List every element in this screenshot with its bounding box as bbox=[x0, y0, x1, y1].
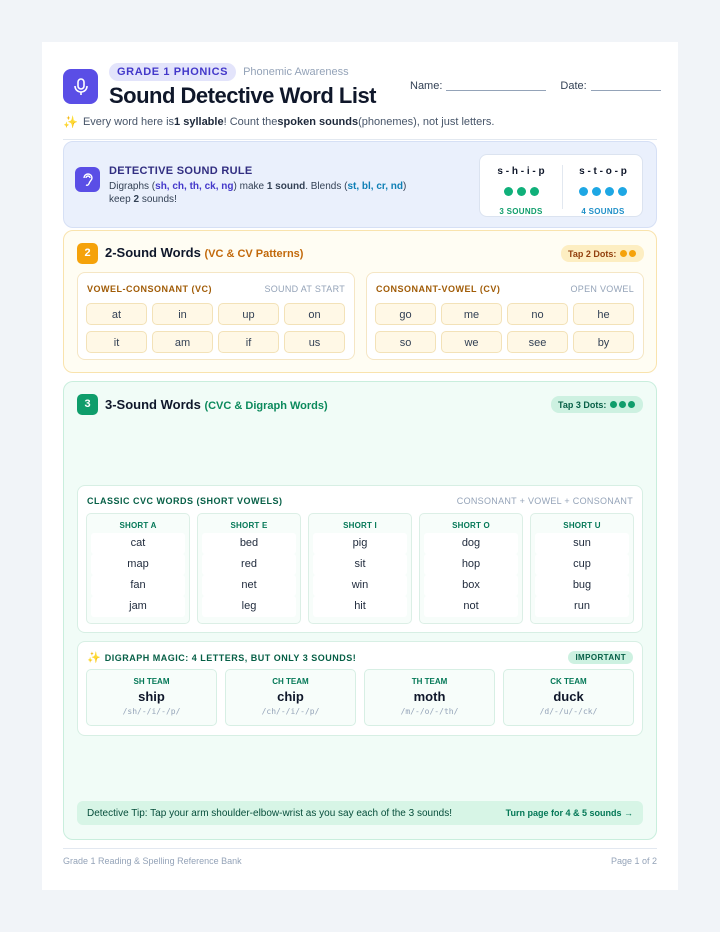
footer-page-number: Page 1 of 2 bbox=[610, 856, 657, 866]
example-dots-2 bbox=[562, 183, 644, 201]
rule-title: DETECTIVE SOUND RULE bbox=[109, 165, 253, 177]
name-field[interactable] bbox=[446, 81, 546, 91]
section-number-2: 2 bbox=[77, 243, 98, 264]
three-sound-title: 3-Sound Words (CVC & Digraph Words) bbox=[105, 397, 328, 412]
word-tile[interactable]: we bbox=[441, 331, 502, 353]
cvc-word[interactable]: leg bbox=[202, 596, 296, 617]
cvc-word[interactable]: bug bbox=[535, 575, 629, 596]
cvc-word[interactable]: fan bbox=[91, 575, 185, 596]
team-label: CH TEAM bbox=[272, 677, 309, 686]
word-tile[interactable]: no bbox=[507, 303, 568, 325]
worksheet-page bbox=[42, 42, 678, 890]
tap-dot[interactable] bbox=[620, 250, 627, 257]
rule-box bbox=[63, 141, 657, 228]
detective-tip bbox=[77, 801, 643, 825]
sound-dot bbox=[517, 187, 526, 196]
important-badge: IMPORTANT bbox=[568, 651, 633, 664]
cvc-hint: CONSONANT + VOWEL + CONSONANT bbox=[456, 496, 633, 506]
cvc-word[interactable]: not bbox=[424, 596, 518, 617]
sound-dot bbox=[504, 187, 513, 196]
subject-label: Phonemic Awareness bbox=[243, 66, 349, 78]
short-vowel-column bbox=[530, 513, 634, 624]
cvc-word[interactable]: cup bbox=[535, 554, 629, 575]
digraph-team-card[interactable] bbox=[86, 669, 217, 726]
team-label: SH TEAM bbox=[133, 677, 170, 686]
word-tile[interactable]: by bbox=[573, 331, 634, 353]
two-sound-title: 2-Sound Words (VC & CV Patterns) bbox=[105, 245, 304, 260]
sparkle-icon: ✨ bbox=[63, 115, 78, 129]
cvc-word[interactable]: run bbox=[535, 596, 629, 617]
team-label: TH TEAM bbox=[411, 677, 448, 686]
phoneme-breakdown: /m/-/o/-/th/ bbox=[400, 707, 459, 716]
example-word-2: s - t - o - p bbox=[579, 166, 627, 177]
word-tile[interactable]: in bbox=[152, 303, 213, 325]
date-label: Date: bbox=[560, 80, 587, 92]
word-tile[interactable]: at bbox=[86, 303, 147, 325]
cvc-title: CLASSIC CVC WORDS (SHORT VOWELS) bbox=[87, 496, 283, 506]
word-tile[interactable]: us bbox=[284, 331, 345, 353]
intro-line: ✨ Every word here is 1 syllable ! Count the spoken sounds (phonemes), not just letters. bbox=[63, 115, 495, 129]
example-dots-1 bbox=[480, 183, 562, 201]
sparkle-icon: ✨ bbox=[87, 652, 101, 664]
cvc-word[interactable]: net bbox=[202, 575, 296, 596]
cv-card bbox=[366, 272, 644, 360]
word-tile[interactable]: if bbox=[218, 331, 279, 353]
footer-left: Grade 1 Reading & Spelling Reference Bank bbox=[63, 856, 242, 866]
cvc-word[interactable]: dog bbox=[424, 533, 518, 554]
tap-3-dots: Tap 3 Dots: bbox=[551, 396, 643, 413]
date-field[interactable] bbox=[591, 81, 661, 91]
cv-hint: OPEN VOWEL bbox=[570, 284, 634, 294]
digraph-team-card[interactable] bbox=[364, 669, 495, 726]
rule-examples bbox=[479, 154, 643, 217]
cvc-word[interactable]: hop bbox=[424, 554, 518, 575]
tap-dot[interactable] bbox=[619, 401, 626, 408]
digraph-word: duck bbox=[553, 689, 584, 704]
sound-dot bbox=[618, 187, 627, 196]
word-tile[interactable]: me bbox=[441, 303, 502, 325]
digraph-word: ship bbox=[138, 689, 165, 704]
digraph-team-card[interactable] bbox=[225, 669, 356, 726]
tap-dot[interactable] bbox=[628, 401, 635, 408]
sound-dot bbox=[605, 187, 614, 196]
tap-dot[interactable] bbox=[610, 401, 617, 408]
word-tile[interactable]: up bbox=[218, 303, 279, 325]
word-tile[interactable]: go bbox=[375, 303, 436, 325]
cvc-word[interactable]: win bbox=[313, 575, 407, 596]
word-tile[interactable]: on bbox=[284, 303, 345, 325]
column-header: SHORT E bbox=[230, 521, 268, 530]
vc-title: VOWEL-CONSONANT (VC) bbox=[87, 284, 212, 294]
word-tile[interactable]: it bbox=[86, 331, 147, 353]
digraph-word: chip bbox=[277, 689, 304, 704]
digraph-title: DIGRAPH MAGIC: 4 LETTERS, BUT ONLY 3 SOUNDS! bbox=[104, 652, 357, 663]
vc-card bbox=[77, 272, 355, 360]
cvc-word[interactable]: sit bbox=[313, 554, 407, 575]
grade-badge: GRADE 1 PHONICS bbox=[109, 63, 236, 81]
page-title: Sound Detective Word List bbox=[109, 83, 377, 108]
cvc-word[interactable]: box bbox=[424, 575, 518, 596]
column-header: SHORT U bbox=[563, 521, 601, 530]
tap-dot[interactable] bbox=[629, 250, 636, 257]
short-vowel-column bbox=[86, 513, 190, 624]
team-label: CK TEAM bbox=[550, 677, 587, 686]
digraph-word: moth bbox=[413, 689, 446, 704]
tap-2-dots: Tap 2 Dots: bbox=[561, 245, 644, 262]
section-number-3: 3 bbox=[77, 394, 98, 415]
cvc-word[interactable]: hit bbox=[313, 596, 407, 617]
phoneme-breakdown: /ch/-/i/-/p/ bbox=[261, 707, 320, 716]
cvc-word[interactable]: map bbox=[91, 554, 185, 575]
cvc-word[interactable]: cat bbox=[91, 533, 185, 554]
microphone-icon bbox=[63, 69, 98, 104]
sound-dot bbox=[592, 187, 601, 196]
digraph-card bbox=[77, 641, 643, 736]
example-word-1: s - h - i - p bbox=[497, 166, 545, 177]
ear-icon bbox=[75, 167, 100, 192]
next-page-link[interactable]: Turn page for 4 & 5 sounds → bbox=[505, 808, 633, 818]
column-header: SHORT I bbox=[343, 521, 377, 530]
cvc-card bbox=[77, 485, 643, 633]
sound-dot bbox=[530, 187, 539, 196]
rule-text: Digraphs (sh, ch, th, ck, ng) make 1 sound. Blends (st, bl, cr, nd) keep 2 sounds! bbox=[109, 181, 407, 205]
vc-hint: SOUND AT START bbox=[264, 284, 345, 294]
cvc-word[interactable]: jam bbox=[91, 596, 185, 617]
short-vowel-column bbox=[419, 513, 523, 624]
cvc-word[interactable]: sun bbox=[535, 533, 629, 554]
cv-title: CONSONANT-VOWEL (CV) bbox=[376, 284, 501, 294]
three-sound-section bbox=[63, 381, 657, 840]
cvc-word[interactable]: pig bbox=[313, 533, 407, 554]
column-header: SHORT A bbox=[119, 521, 157, 530]
example-label-1: 3 SOUNDS bbox=[499, 207, 543, 216]
cvc-word[interactable]: red bbox=[202, 554, 296, 575]
digraph-team-card[interactable] bbox=[503, 669, 634, 726]
word-tile[interactable]: so bbox=[375, 331, 436, 353]
cvc-word[interactable]: bed bbox=[202, 533, 296, 554]
sound-dot bbox=[579, 187, 588, 196]
word-tile[interactable]: see bbox=[507, 331, 568, 353]
name-label: Name: bbox=[410, 80, 443, 92]
word-tile[interactable]: he bbox=[573, 303, 634, 325]
short-vowel-column bbox=[197, 513, 301, 624]
phoneme-breakdown: /d/-/u/-/ck/ bbox=[539, 707, 598, 716]
header-divider bbox=[63, 139, 657, 140]
example-label-2: 4 SOUNDS bbox=[581, 207, 625, 216]
phoneme-breakdown: /sh/-/i/-/p/ bbox=[122, 707, 181, 716]
column-header: SHORT O bbox=[452, 521, 490, 530]
word-tile[interactable]: am bbox=[152, 331, 213, 353]
tip-text: Detective Tip: Tap your arm shoulder-elbow-wrist as you say each of the 3 sounds! bbox=[87, 807, 452, 819]
two-sound-section bbox=[63, 230, 657, 373]
short-vowel-column bbox=[308, 513, 412, 624]
